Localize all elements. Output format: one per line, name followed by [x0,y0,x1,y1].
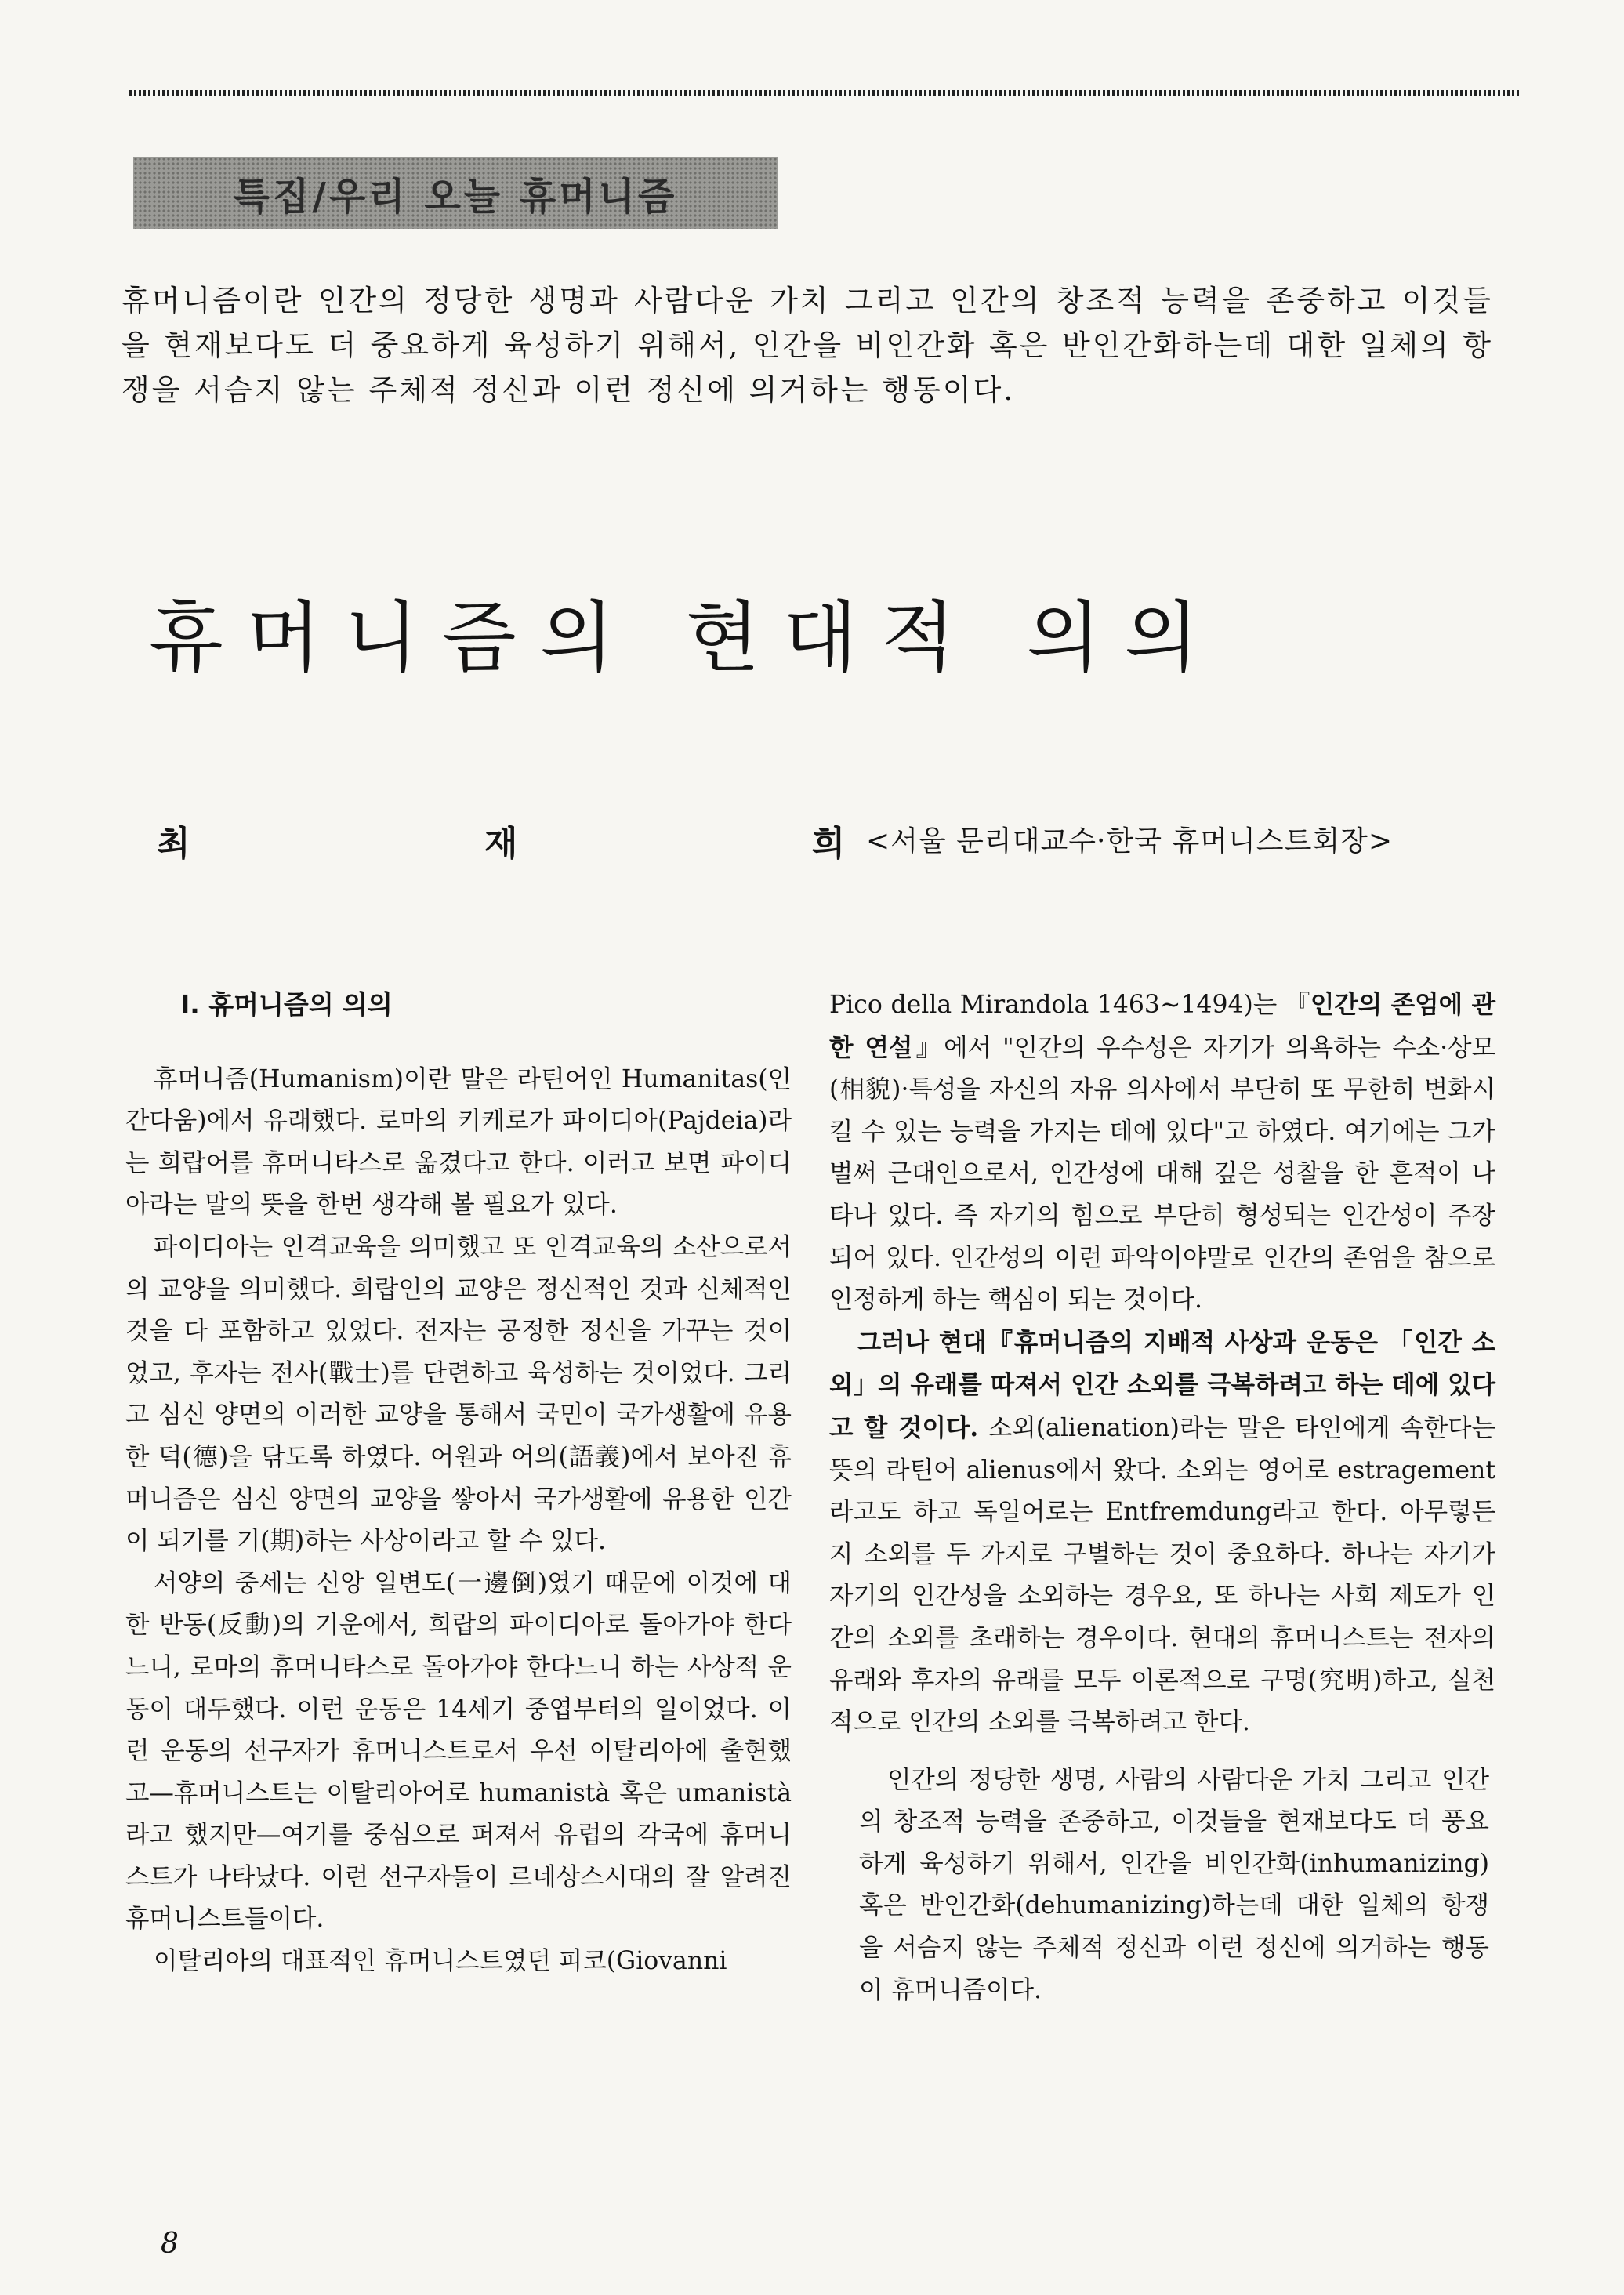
author-affiliation: <서울 문리대교수·한국 휴머니스트회장> [866,825,1394,857]
page-number: 8 [161,2228,179,2260]
body-paragraph [829,984,1495,1322]
text-run: Pico della Mirandola 1463~1494)는 『 [829,991,1310,1019]
spacer [829,1744,1495,1760]
lead-paragraph: 휴머니즘이란 인간의 정당한 생명과 사람다운 가치 그리고 인간의 창조적 능력을 존중하고 이것들을 현재보다도 더 중요하게 육성하기 위해서, 인간을 비인간화 혹은 반인간화하는데 대한 일체의 항쟁을 서슴지 않는 주체적 정신과 이런 정신에 의거하는 행동이다. [121,284,1493,407]
right-column [829,984,1495,2011]
text-run: 소외(alienation)라는 말은 타인에게 속한다는 뜻의 라틴어 alienus에서 왔다. 소외는 영어로 estragement라고도 하고 독일어로는 Entfremdung라고 한다. 아무렇든지 소외를 두 가지로 구별하는 것이 중요하다. 하나는 자기가 자기의 인간성을 소외하는 경우요, 또 하나는 사회 제도가 인간의 소외를 초래하는 경우이다. 현대의 휴머니스트는 전자의 유래와 후자의 유래를 모두 이론적으로 구명(究明)하고, 실천적으로 인간의 소외를 극복하려고 한다. [829,1413,1496,1737]
top-dotted-rule [129,90,1521,96]
section-banner: 특집/우리 오늘 휴머니즘 [133,157,778,229]
author-name: 최 재 희 [157,824,987,864]
summary-quote: 인간의 정당한 생명, 사람의 사람다운 가치 그리고 인간의 창조적 능력을 존중하고, 이것들을 현재보다도 더 풍요하게 육성하기 위해서, 인간을 비인간화(inhumanizing) 혹은 반인간화(dehumanizing)하는데 대한 일체의 항쟁을 서슴지 않는 주체적 정신과 이런 정신에 의거하는 행동이 휴머니즘이다. [859,1765,1489,2004]
body-paragraph: 이탈리아의 대표적인 휴머니스트였던 피코(Giovanni [154,1947,727,1976]
body-paragraph: 휴머니즘(Humanism)이란 말은 라틴어인 Humanitas(인간다움)에서 유래했다. 로마의 키케로가 파이디아(Pajdeia)라는 희랍어를 휴머니타스로 옮겼다고 한다. 이러고 보면 파이디아라는 말의 뜻을 한번 생각해 볼 필요가 있다. [125,1064,792,1220]
body-paragraph [829,1322,1495,1744]
text-run: 』에서 "인간의 우수성은 자기가 의욕하는 수소·상모(相貌)·특성을 자신의 자유 의사에서 부단히 또 무한히 변화시킬 수 있는 능력을 가지는 데에 있다"고 하였다. 여기에는 그가 벌써 근대인으로서, 인간성에 대해 깊은 성찰을 한 흔적이 나타나 있다. 즉 자기의 힘으로 부단히 형성되는 인간성이 주장되어 있다. 인간성의 이런 파악이야말로 인간의 존엄을 참으로 인정하게 하는 핵심이 되는 것이다. [829,1033,1495,1314]
section-heading: I. 휴머니즘의 의의 [180,989,393,1020]
body-paragraph: 서양의 중세는 신앙 일변도(一邊倒)였기 때문에 이것에 대한 반동(反動)의 기운에서, 희랍의 파이디아로 돌아가야 한다느니, 로마의 휴머니타스로 돌아가야 한다느니 하는 사상적 운동이 대두했다. 이런 운동은 14세기 중엽부터의 일이었다. 이런 운동의 선구자가 휴머니스트로서 우선 이탈리아에 출현했고—휴머니스트는 이탈리아어로 humanistà 혹은 umanistà라고 했지만—여기를 중심으로 퍼져서 유럽의 각국에 휴머니스트가 나타났다. 이런 선구자들이 르네상스시대의 잘 알려진 휴머니스트들이다. [125,1568,792,1934]
article-title: 휴머니즘의 현대적 의의 [149,593,1222,683]
emphasis-text: 그러나 현대『휴머니즘의 지배적 사상과 운동은 「인간 소외」의 유래를 따져서 인간 소외를 극복하려고 하는 데에 있다고 할 것이다. [829,1327,1495,1442]
body-paragraph: 파이디아는 인격교육을 의미했고 또 인격교육의 소산으로서의 교양을 의미했다. 희랍인의 교양은 정신적인 것과 신체적인 것을 다 포함하고 있었다. 전자는 공정한 정신을 가꾸는 것이었고, 후자는 전사(戰士)를 단련하고 육성하는 것이었다. 그리고 심신 양면의 이러한 교양을 통해서 국민이 국가생활에 유용한 덕(德)을 닦도록 하였다. 어원과 어의(語義)에서 보아진 휴머니즘은 심신 양면의 교양을 쌓아서 국가생활에 유용한 인간이 되기를 기(期)하는 사상이라고 할 수 있다. [125,1232,792,1556]
book-title: 인간의 존엄에 관한 연설 [829,990,1496,1062]
left-column [125,984,792,1983]
